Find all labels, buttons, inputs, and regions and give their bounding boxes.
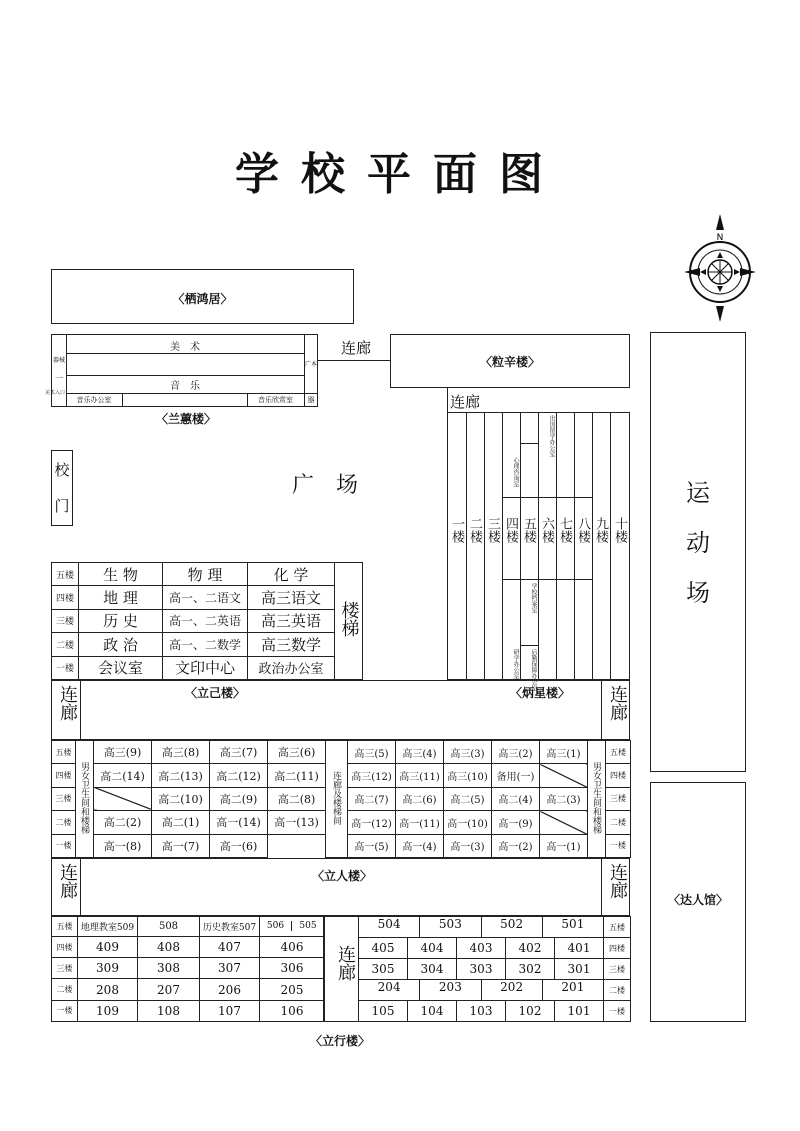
liji-room: 历 史 [79,609,163,632]
corridor-strip-2 [51,858,630,916]
lixing-floor: 三楼 [52,958,78,979]
liren-room: 高一(9) [492,811,540,834]
lixing-room: 505 [299,921,317,932]
lixing-room: 109 [78,1000,138,1021]
lixing-room: 308 [138,958,200,979]
liren-room: 高一(3) [444,834,492,857]
liren-room: 高二(14) [94,764,152,787]
liren-room: 高三(10) [444,764,492,787]
lixing-room: 401 [555,938,604,959]
liren-room: 高二(9) [210,787,268,810]
page-title: 学校平面图 [235,149,565,200]
liren-room: 高三(4) [396,741,444,764]
liren-room: 高三(5) [348,741,396,764]
lanhui-right-mid: 广本 [304,361,317,368]
liren-room: 高一(10) [444,811,492,834]
lixing-floor: 二楼 [52,979,78,1000]
liren-room: 高二(1) [152,811,210,834]
liren-floor: 三楼 [52,787,76,810]
lixing-room: 305 [359,959,408,980]
lixing-room: 303 [457,959,506,980]
lixing-room: 101 [555,1001,604,1022]
bingxing-bldg-6: 六楼 [539,517,554,543]
lixing-room: 203 [420,980,481,1000]
lixing-room: 503 [420,917,481,937]
liren-right-stair: 男女卫生间和楼梯 [591,761,601,834]
corridor-left-1: 连廊 [57,685,78,721]
lanhui-building [44,334,318,407]
lixing-room: 104 [408,1001,457,1022]
liren-room: 备用(一) [492,764,540,787]
liren-floor-right: 五楼 [606,741,631,764]
liji-label: 〈立己楼〉 [184,686,245,700]
lixing-room: 地理教室509 [78,917,138,937]
liji-room: 高三语文 [248,586,335,609]
lixing-room: 208 [78,979,138,1000]
liren-room: 高二(6) [396,787,444,810]
xiqiju-label: 〈栖鸿居〉 [172,292,233,306]
lixing-room: 103 [457,1001,506,1022]
liren-room: 高一(11) [396,811,444,834]
study-abroad-office: 出国留学办公室 [548,415,555,457]
liji-floor: 二楼 [52,633,79,656]
liren-room: 高一(2) [492,834,540,857]
square-label: 广 场 [291,473,358,498]
bingxing-building [447,412,630,691]
lixing-floor: 四楼 [52,936,78,957]
sports-field-char-2: 动 [686,529,710,557]
school-gate [51,450,73,526]
corridor-right-1: 连廊 [607,685,628,721]
liji-room: 高三数学 [248,633,335,656]
liren-room: 高一(13) [268,811,326,834]
liren-room: 高三(8) [152,741,210,764]
lixing-room: 407 [200,936,260,957]
lixing-room: 405 [359,938,408,959]
liren-room: 高一(5) [348,834,396,857]
liren-label: 〈立人楼〉 [311,869,372,883]
liren-room: 高二(5) [444,787,492,810]
lixing-room: 408 [138,936,200,957]
lixing-floor-right: 四楼 [604,938,631,959]
liren-floor-right: 三楼 [606,787,631,810]
liji-floor: 四楼 [52,586,79,609]
liren-room-empty [268,834,326,857]
liren-room: 高二(8) [268,787,326,810]
lixing-room: 301 [555,959,604,980]
lixing-room: 204 [359,980,420,1000]
lixing-room: 102 [506,1001,555,1022]
suixin-label: 〈粒辛楼〉 [479,355,540,369]
lixing-label: 〈立行楼〉 [309,1034,370,1048]
lixing-room: 302 [506,959,555,980]
liren-room: 高二(10) [152,787,210,810]
lixing-floor-right: 五楼 [604,917,631,938]
art-room: 美 术 [170,342,200,353]
liji-room: 高一、二语文 [163,586,248,609]
liji-floor: 一楼 [52,656,79,679]
corridor-right-2: 连廊 [607,863,628,899]
lixing-right-block [358,916,631,1022]
lixing-room: 404 [408,938,457,959]
lixing-room: 304 [408,959,457,980]
liren-room: 高三(12) [348,764,396,787]
lixing-room: 409 [78,936,138,957]
bingxing-bldg-3: 三楼 [485,517,500,543]
sports-field-char-3: 场 [686,579,710,607]
lixing-room: 历史教室507 [200,917,260,937]
bingxing-bldg-9: 九楼 [593,517,608,543]
liren-room: 高二(7) [348,787,396,810]
lixing-floor-right: 三楼 [604,959,631,980]
xiqiju-building [51,269,354,324]
bingxing-bldg-2: 二楼 [467,517,482,543]
lixing-room: 105 [359,1001,408,1022]
liji-room: 高一、二英语 [163,609,248,632]
lixing-corridor-label: 连廊 [335,945,356,981]
liren-room: 高一(4) [396,834,444,857]
daren-hall [650,782,746,1022]
lixing-room: 207 [138,979,200,1000]
lixing-room: 107 [200,1000,260,1021]
music-office: 音乐办公室 [76,396,112,404]
lanhui-label: 〈兰蕙楼〉 [155,412,216,426]
lixing-room: 504 [359,917,420,937]
svg-text:N: N [716,233,724,243]
bingxing-bldg-10: 十楼 [612,517,627,543]
lixing-floor: 一楼 [52,1000,78,1021]
liren-room: 高二(12) [210,764,268,787]
lixing-room: 501 [561,917,585,931]
corridor-1: 连廊 [340,339,371,357]
sports-field [650,332,746,772]
lixing-room: 307 [200,958,260,979]
lixing-room: 402 [506,938,555,959]
logistics-office: 后勤保障办公室 [530,649,537,691]
daren-hall-label: 〈达人馆〉 [667,893,728,907]
liji-room: 文印中心 [163,656,248,679]
liren-room: 高三(9) [94,741,152,764]
archive-room: 学校档案室 [530,583,537,613]
liren-room: 高二(13) [152,764,210,787]
bingxing-bldg-5: 五楼 [521,517,536,543]
lixing-room: 202 [482,980,543,1000]
liren-room: 高三(6) [268,741,326,764]
lixing-room: 306 [260,958,325,979]
psych-room: 心理咨询室 [512,457,519,487]
liren-room: 高一(1) [540,834,588,857]
lixing-room: 205 [260,979,325,1000]
lanhui-left-bot: 美术入口 [44,390,65,396]
lixing-room: 406 [260,936,325,957]
liji-room: 高三英语 [248,609,335,632]
liji-room: 政治办公室 [248,656,335,679]
lixing-corridor [323,916,359,1022]
corridor-left-2: 连廊 [57,863,78,899]
liren-room: 高三(2) [492,741,540,764]
liji-room: 物 理 [163,563,248,586]
lixing-room: 502 [482,917,543,937]
liren-room: 高二(2) [94,811,152,834]
liji-building [51,562,363,680]
liren-floor: 四楼 [52,764,76,787]
liji-room: 生 物 [79,563,163,586]
liji-room: 会议室 [79,656,163,679]
bingxing-label: 〈炳星楼〉 [509,686,570,700]
liren-room: 高三(11) [396,764,444,787]
lixing-floor-right: 二楼 [604,980,631,1001]
corridor-strip-1 [51,680,630,740]
music-appreciation-room: 音乐欣赏室 [258,396,293,404]
lixing-room: 201 [561,980,585,994]
liren-floor: 一楼 [52,834,76,857]
lixing-room: 506 [260,921,292,931]
lixing-room: 108 [138,1000,200,1021]
liren-room: 高三(7) [210,741,268,764]
liren-room: 高一(6) [210,834,268,857]
liren-room: 高一(12) [348,811,396,834]
lanhui-left-mid: 一 [55,374,63,383]
liren-left-stair: 男女卫生间和楼梯 [79,761,89,834]
liji-room: 政 治 [79,633,163,656]
liren-room-diag [94,787,152,810]
liren-room-diag [540,764,588,787]
liren-room: 高三(3) [444,741,492,764]
liren-room: 高一(8) [94,834,152,857]
lixing-left-block [51,916,325,1022]
lixing-room: 403 [457,938,506,959]
liren-floor: 五楼 [52,741,76,764]
music-room: 音 乐 [170,381,200,392]
liren-floor-right: 二楼 [606,811,631,834]
lixing-room: 309 [78,958,138,979]
liren-room-diag [540,811,588,834]
research-office: 研学办公室 [512,649,519,679]
lixing-room: 106 [260,1000,325,1021]
liren-room: 高二(3) [540,787,588,810]
liji-room: 地 理 [79,586,163,609]
lixing-room: 206 [200,979,260,1000]
bingxing-bldg-7: 七楼 [557,517,572,543]
liji-room: 化 学 [248,563,335,586]
lixing-room: 508 [138,917,200,937]
liren-room: 高一(14) [210,811,268,834]
liren-room: 高三(1) [540,741,588,764]
bingxing-bldg-1: 一楼 [449,517,464,543]
liren-floor-right: 一楼 [606,834,631,857]
liren-room: 高二(4) [492,787,540,810]
sports-field-char-1: 运 [686,479,710,507]
liren-mid-stair: 连廊及楼梯间 [331,770,341,825]
corridor-2: 连廊 [449,393,480,411]
school-gate-char-1: 校 [54,461,70,479]
liji-stair: 楼梯 [338,600,360,637]
bingxing-bldg-4: 四楼 [503,517,518,543]
liren-building [51,740,631,858]
lanhui-corner: 器 [307,396,315,404]
lanhui-left-top: 器械 [52,357,65,364]
liji-room: 高一、二数学 [163,633,248,656]
liren-floor-right: 四楼 [606,764,631,787]
bingxing-bldg-8: 八楼 [575,517,590,543]
liji-floor: 三楼 [52,609,79,632]
lixing-floor: 五楼 [52,917,78,937]
liren-floor: 二楼 [52,811,76,834]
school-gate-char-2: 门 [54,497,70,515]
suixin-building [390,334,630,388]
liji-floor: 五楼 [52,563,79,586]
lixing-floor-right: 一楼 [604,1001,631,1022]
liren-room: 高二(11) [268,764,326,787]
compass-icon [684,212,756,324]
liren-room: 高一(7) [152,834,210,857]
